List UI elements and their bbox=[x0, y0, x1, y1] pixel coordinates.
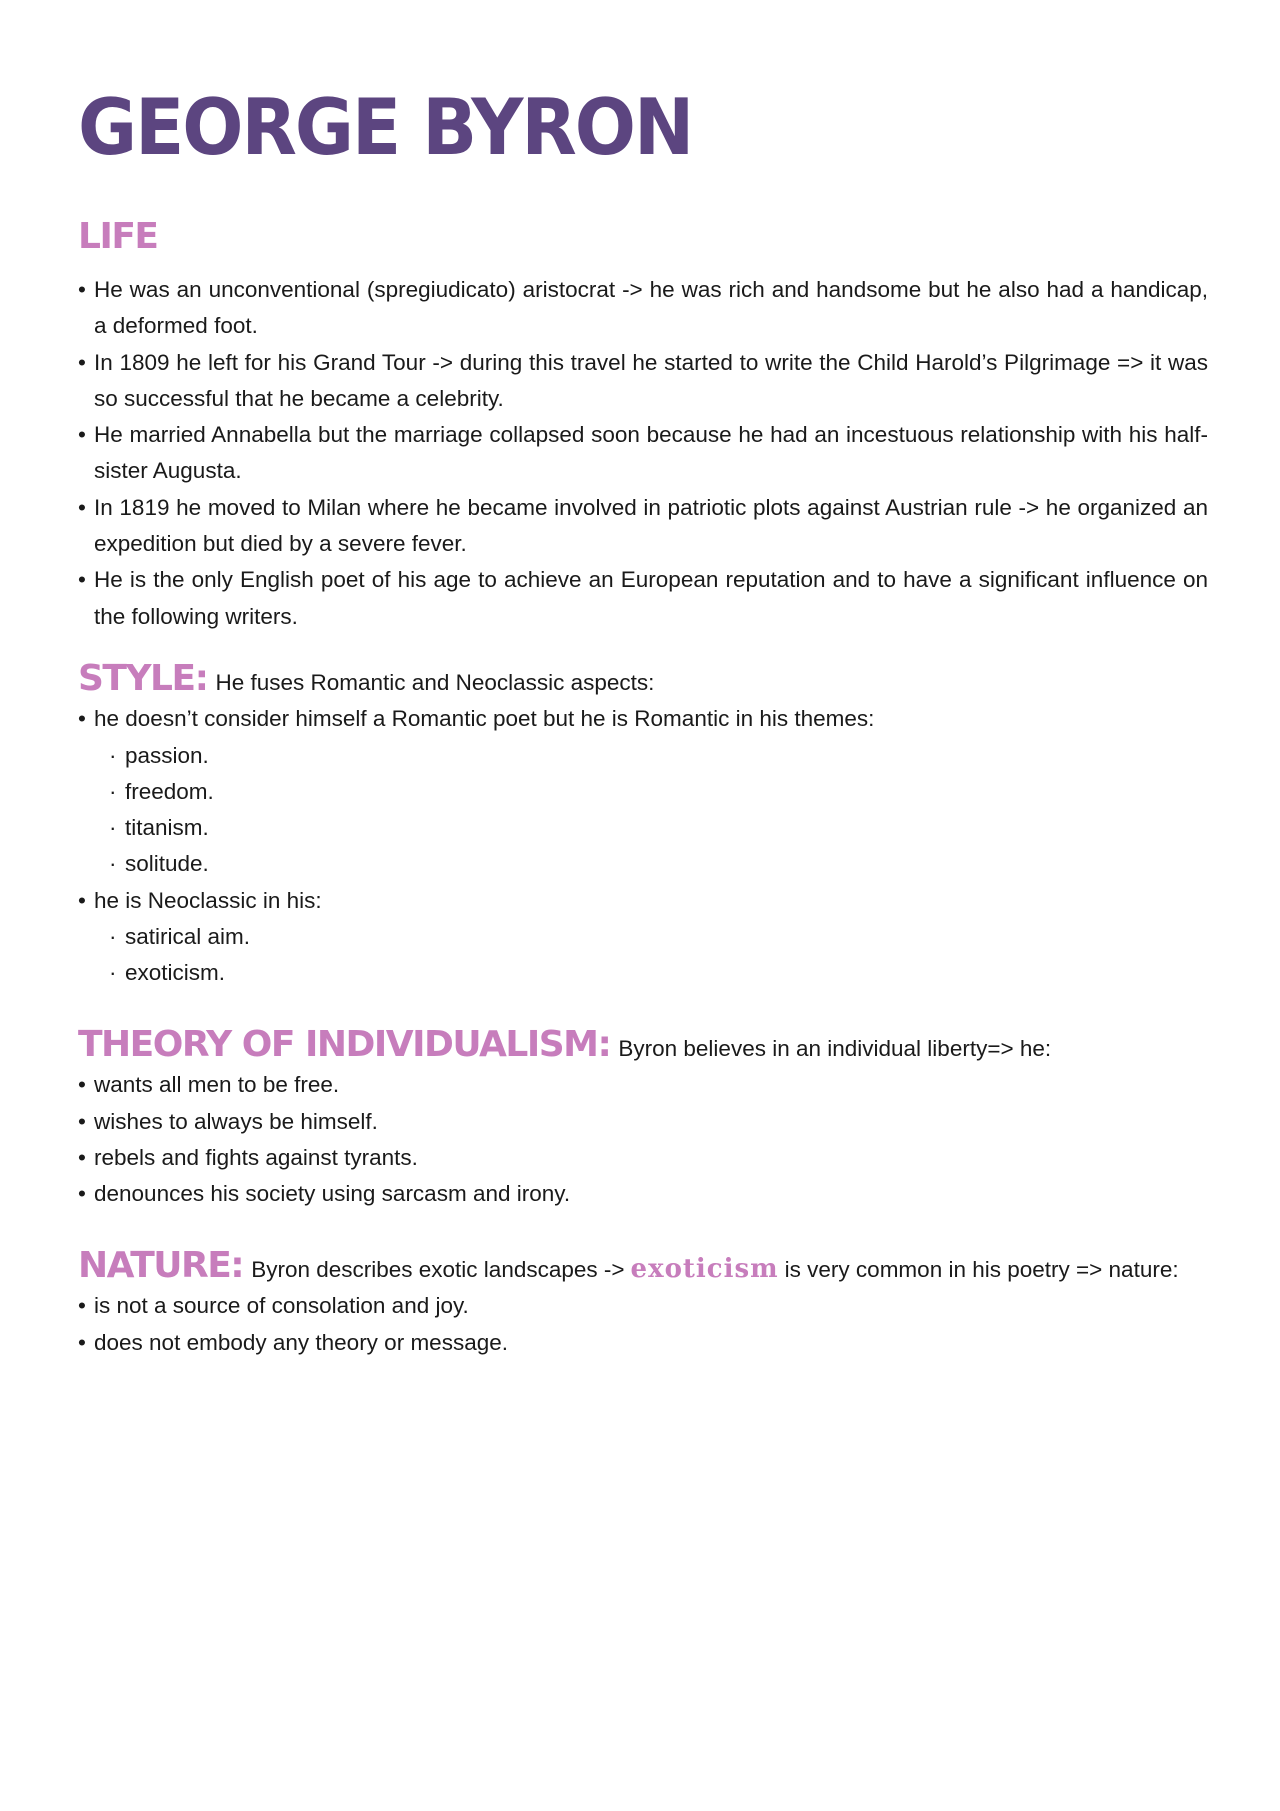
theory-heading: THEORY OF INDIVIDUALISM: bbox=[78, 1024, 611, 1065]
style-intro: He fuses Romantic and Neoclassic aspects: bbox=[215, 670, 655, 695]
style-header bbox=[78, 658, 1208, 701]
theory-header bbox=[78, 1024, 1208, 1067]
sub-list-item: · satirical aim. bbox=[94, 919, 1208, 955]
nature-list bbox=[78, 1288, 1258, 1361]
life-heading: LIFE bbox=[78, 216, 158, 257]
list-item: • In 1819 he moved to Milan where he became involved in patriotic plots against Austrian rule -> he organized an expedition but died by a severe fever. bbox=[78, 490, 1208, 563]
neoclassic-label: he is Neoclassic in his: bbox=[94, 887, 322, 913]
life-list bbox=[78, 272, 1208, 635]
theory-list bbox=[78, 1067, 1208, 1212]
list-item: • denounces his society using sarcasm and irony. bbox=[78, 1176, 1208, 1212]
sub-list-item: · exoticism. bbox=[94, 955, 1208, 991]
style-list bbox=[78, 701, 1208, 991]
sub-list-item: · solitude. bbox=[94, 846, 1208, 882]
neoclassic-list bbox=[94, 919, 1208, 992]
theory-section bbox=[78, 1024, 1208, 1212]
style-heading: STYLE: bbox=[78, 658, 208, 699]
nature-heading: NATURE: bbox=[78, 1245, 244, 1286]
nature-intro-after: is very common in his poetry => nature: bbox=[784, 1257, 1179, 1282]
sub-list-item: · freedom. bbox=[94, 774, 1208, 810]
nature-intro-before: Byron describes exotic landscapes -> bbox=[251, 1257, 625, 1282]
page-title: GEORGE BYRON bbox=[78, 81, 693, 173]
list-item: • is not a source of consolation and joy. bbox=[78, 1288, 1258, 1324]
list-item: • In 1809 he left for his Grand Tour -> during this travel he started to write the Child Harold’s Pilgrimage => it was so successful that he became a celebrity. bbox=[78, 345, 1208, 418]
list-item: • rebels and fights against tyrants. bbox=[78, 1140, 1208, 1176]
exoticism-highlight: exoticism bbox=[630, 1254, 779, 1284]
list-item: • He was an unconventional (spregiudicato) aristocrat -> he was rich and handsome but he also had a handicap, a deformed foot. bbox=[78, 272, 1208, 345]
list-item bbox=[78, 701, 1208, 882]
nature-section bbox=[78, 1245, 1258, 1361]
list-item: • He is the only English poet of his age to achieve an European reputation and to have a significant influence on the following writers. bbox=[78, 562, 1208, 635]
sub-list-item: · titanism. bbox=[94, 810, 1208, 846]
list-item bbox=[78, 883, 1208, 992]
nature-header bbox=[78, 1245, 1258, 1288]
list-item: • does not embody any theory or message. bbox=[78, 1325, 1258, 1361]
style-section bbox=[78, 658, 1208, 992]
romantic-label: he doesn’t consider himself a Romantic poet but he is Romantic in his themes: bbox=[94, 706, 875, 732]
romantic-themes-list bbox=[94, 738, 1208, 883]
list-item: • wants all men to be free. bbox=[78, 1067, 1208, 1103]
theory-intro: Byron believes in an individual liberty=> he: bbox=[618, 1036, 1052, 1061]
list-item: • He married Annabella but the marriage collapsed soon because he had an incestuous relationship with his half-sister Augusta. bbox=[78, 417, 1208, 490]
list-item: • wishes to always be himself. bbox=[78, 1104, 1208, 1140]
sub-list-item: · passion. bbox=[94, 738, 1208, 774]
